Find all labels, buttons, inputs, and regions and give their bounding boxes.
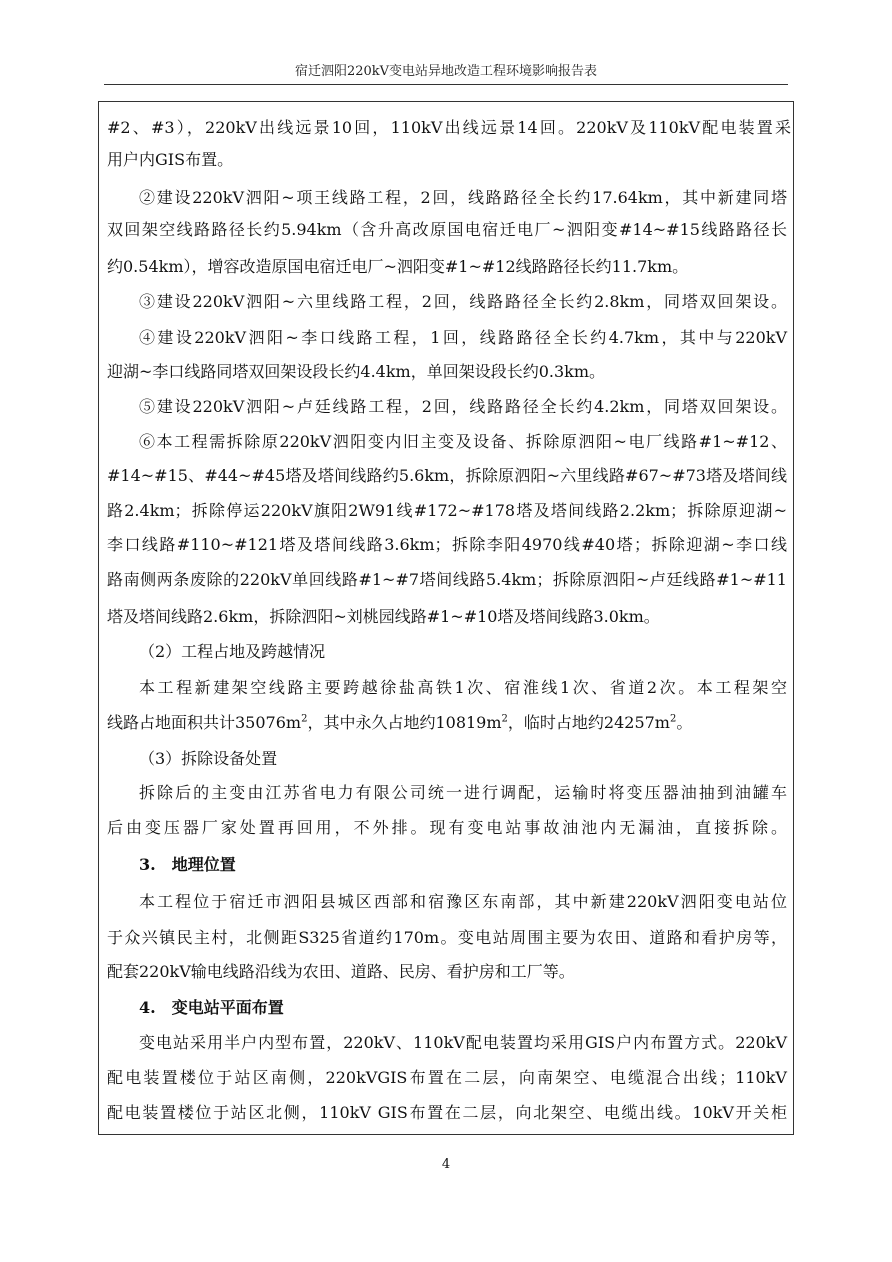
- superscript: 2: [501, 713, 508, 725]
- text-line: 于众兴镇民主村，北侧距S325省道约170m。变电站周围主要为农田、道路和看护房等，: [107, 928, 787, 947]
- text-line: [107, 713, 692, 733]
- text-line: ⑤建设220kV泗阳~卢廷线路工程，2回，线路路径全长约4.2km，同塔双回架设。: [139, 397, 787, 416]
- text-line: 配电装置楼位于站区北侧，110kV GIS布置在二层，向北架空、电缆出线。10kV开关柜: [107, 1103, 787, 1122]
- subsection-heading: （2）工程占地及跨越情况: [139, 642, 326, 661]
- text-segment: ，其中永久占地约10819m: [307, 713, 502, 732]
- text-line: 本工程位于宿迁市泗阳县城区西部和宿豫区东南部，其中新建220kV泗阳变电站位: [139, 892, 787, 911]
- text-line: 塔及塔间线路2.6km，拆除泗阳~刘桃园线路#1~#10塔及塔间线路3.0km。: [107, 607, 660, 626]
- text-line: 用户内GIS布置。: [107, 150, 234, 169]
- text-line: #14~#15、#44~#45塔及塔间线路约5.6km，拆除原泗阳~六里线路#67~#73塔及塔间线: [107, 466, 787, 485]
- text-line: 迎湖~李口线路同塔双回架设段长约4.4km，单回架设段长约0.3km。: [107, 362, 606, 381]
- text-line: ②建设220kV泗阳~项王线路工程，2回，线路路径全长约17.64km，其中新建同塔: [139, 188, 787, 207]
- text-line: 配电装置楼位于站区南侧，220kVGIS布置在二层，向南架空、电缆混合出线；110kV: [107, 1068, 787, 1087]
- header-rule: [104, 84, 788, 85]
- content-box: [98, 101, 794, 1135]
- text-line: 约0.54km），增容改造原国电宿迁电厂~泗阳变#1~#12线路路径长约11.7km。: [107, 257, 689, 276]
- text-line: ④建设220kV泗阳~李口线路工程，1回，线路路径全长约4.7km，其中与220kV: [139, 328, 787, 347]
- page-number: 4: [441, 1157, 451, 1172]
- text-line: 李口线路#110~#121塔及塔间线路3.6km；拆除李阳4970线#40塔；拆除迎湖~李口线: [107, 535, 787, 554]
- superscript: 2: [669, 713, 677, 725]
- text-line: ⑥本工程需拆除原220kV泗阳变内旧主变及设备、拆除原泗阳~电厂线路#1~#12、: [139, 432, 787, 451]
- text-line: 配套220kV输电线路沿线为农田、道路、民房、看护房和工厂等。: [107, 962, 575, 981]
- text-line: 本工程新建架空线路主要跨越徐盐高铁1次、宿淮线1次、省道2次。本工程架空: [139, 678, 787, 697]
- superscript: 2: [301, 713, 308, 725]
- page-header: 宿迁泗阳220kV变电站异地改造工程环境影响报告表: [294, 64, 598, 79]
- text-line: ③建设220kV泗阳~六里线路工程，2回，线路路径全长约2.8km，同塔双回架设。: [139, 292, 787, 311]
- text-line: 变电站采用半户内型布置，220kV、110kV配电装置均采用GIS户内布置方式。220kV: [139, 1033, 787, 1052]
- text-line: 双回架空线路路径长约5.94km（含升高改原国电宿迁电厂~泗阳变#14~#15线路路径长: [107, 220, 787, 239]
- text-line: 路南侧两条废除的220kV单回线路#1~#7塔间线路5.4km；拆除原泗阳~卢廷线路#1~#11: [107, 570, 787, 589]
- section-heading: 4. 变电站平面布置: [139, 998, 284, 1017]
- subsection-heading: （3）拆除设备处置: [139, 749, 278, 768]
- text-segment: 线路占地面积共计35076m: [107, 713, 302, 732]
- text-line: 拆除后的主变由江苏省电力有限公司统一进行调配，运输时将变压器油抽到油罐车: [139, 783, 787, 802]
- text-line: 路2.4km；拆除停运220kV旗阳2W91线#172~#178塔及塔间线路2.2km；拆除原迎湖~: [107, 501, 787, 520]
- text-line: 后由变压器厂家处置再回用，不外排。现有变电站事故油池内无漏油，直接拆除。: [107, 818, 787, 837]
- section-heading: 3. 地理位置: [139, 855, 236, 874]
- text-segment: 。: [676, 713, 693, 732]
- text-segment: ，临时占地约24257m: [507, 713, 670, 732]
- text-line: #2、#3），220kV出线远景10回，110kV出线远景14回。220kV及110kV配电装置采: [107, 118, 791, 137]
